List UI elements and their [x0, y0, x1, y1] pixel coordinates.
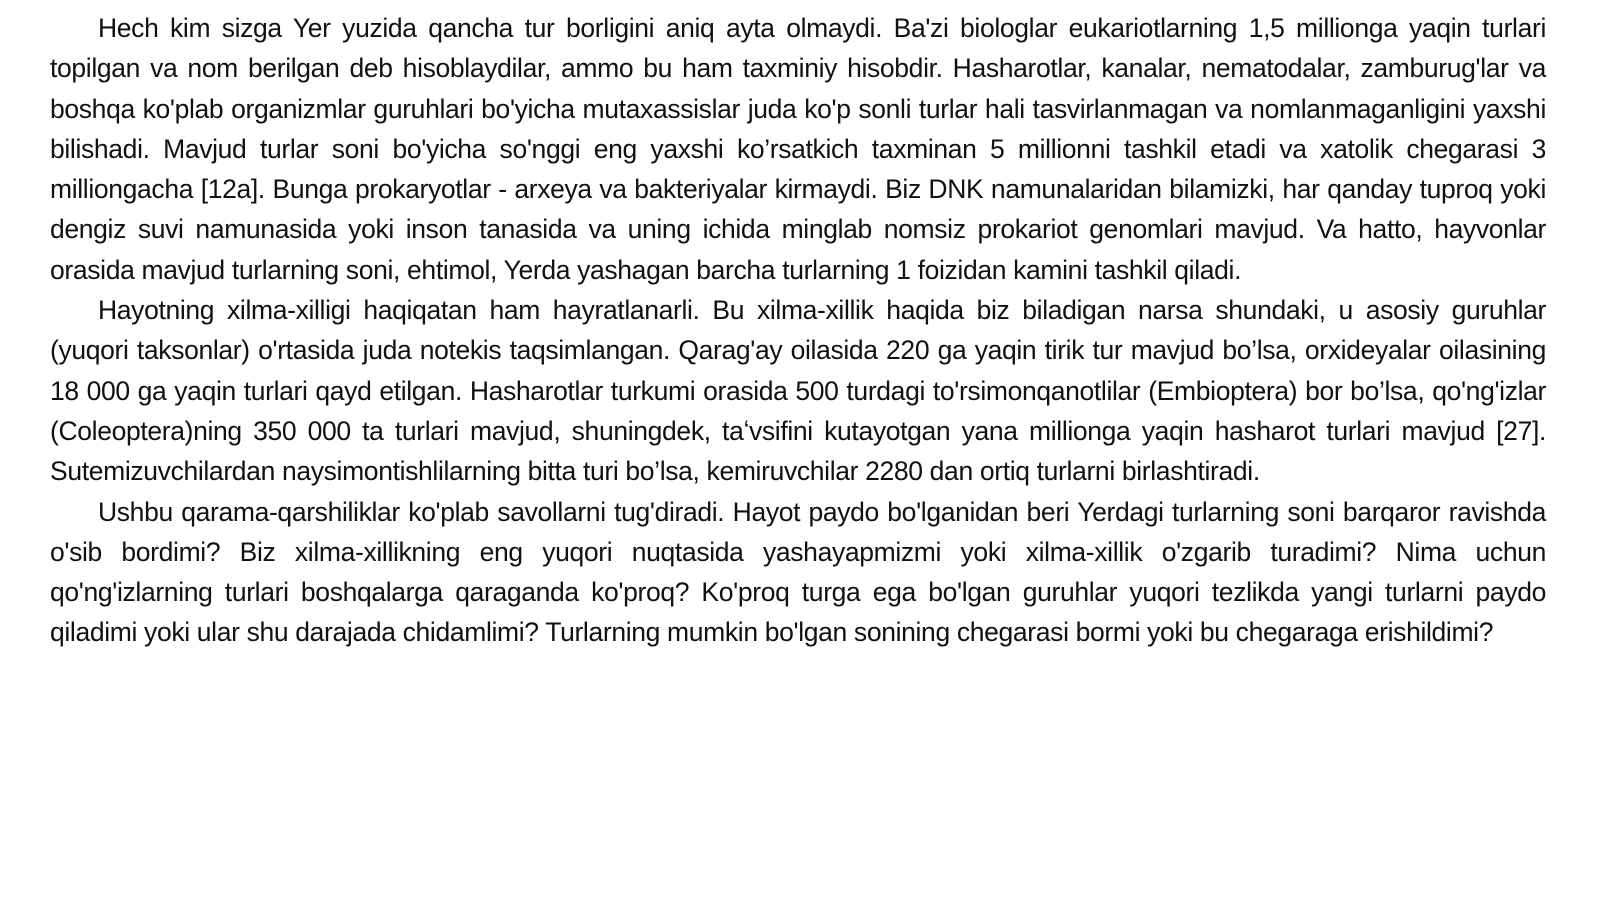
- paragraph-species-count: Hech kim sizga Yer yuzida qancha tur borligini aniq ayta olmaydi. Ba'zi biologlar eukariotlarning 1,5 millionga yaqin turlari topilgan va nom berilgan deb hisoblaydilar, ammo bu ham taxminiy hisobdir. Hasharotlar, kanalar, nematodalar, zamburug'lar va boshqa ko'plab organizmlar guruhlari bo'yicha mutaxassislar juda ko'p sonli turlar hali tasvirlanmagan va nomlanmaganligini yaxshi bilishadi. Mavjud turlar soni bo'yicha so'nggi eng yaxshi ko’rsatkich taxminan 5 millionni tashkil etadi va xatolik chegarasi 3 milliongacha [12a]. Bunga prokaryotlar - arxeya va bakteriyalar kirmaydi. Biz DNK namunalaridan bilamizki, har qanday tuproq yoki dengiz suvi namunasida yoki inson tanasida va uning ichida minglab nomsiz prokariot genomlari mavjud. Va hatto, hayvonlar orasida mavjud turlarning soni, ehtimol, Yerda yashagan barcha turlarning 1 foizidan kamini tashkil qiladi.: [50, 13, 1546, 285]
- paragraph-questions: Ushbu qarama-qarshiliklar ko'plab savollarni tug'diradi. Hayot paydo bo'lganidan beri Yerdagi turlarning soni barqaror ravishda o'sib bordimi? Biz xilma-xillikning eng yuqori nuqtasida yashayapmizmi yoki xilma-xillik o'zgarib turadimi? Nima uchun qo'ng'izlarning turlari boshqalarga qaraganda ko'proq? Ko'proq turga ega bo'lgan guruhlar yuqori tezlikda yangi turlarni paydo qiladimi yoki ular shu darajada chidamlimi? Turlarning mumkin bo'lgan sonining chegarasi bormi yoki bu chegaraga erishildimi?: [50, 496, 1546, 648]
- paragraph-diversity-distribution: Hayotning xilma-xilligi haqiqatan ham hayratlanarli. Bu xilma-xillik haqida biz biladigan narsa shundaki, u asosiy guruhlar (yuqori taksonlar) o'rtasida juda notekis taqsimlangan. Qarag'ay oilasida 220 ga yaqin tirik tur mavjud bo’lsa, orxideyalar oilasining 18 000 ga yaqin turlari qayd etilgan. Hasharotlar turkumi orasida 500 turdagi to'rsimonqanotlilar (Embioptera) bor bo’lsa, qo'ng'izlar (Coleoptera)ning 350 000 ta turlari mavjud, shuningdek, taʻvsifini kutayotgan yana millionga yaqin hasharot turlari mavjud [27]. Sutemizuvchilardan naysimontishlilarning bitta turi bo’lsa, kemiruvchilar 2280 dan ortiq turlarni birlashtiradi.: [50, 295, 1546, 487]
- document-page: [50, 8, 1546, 653]
